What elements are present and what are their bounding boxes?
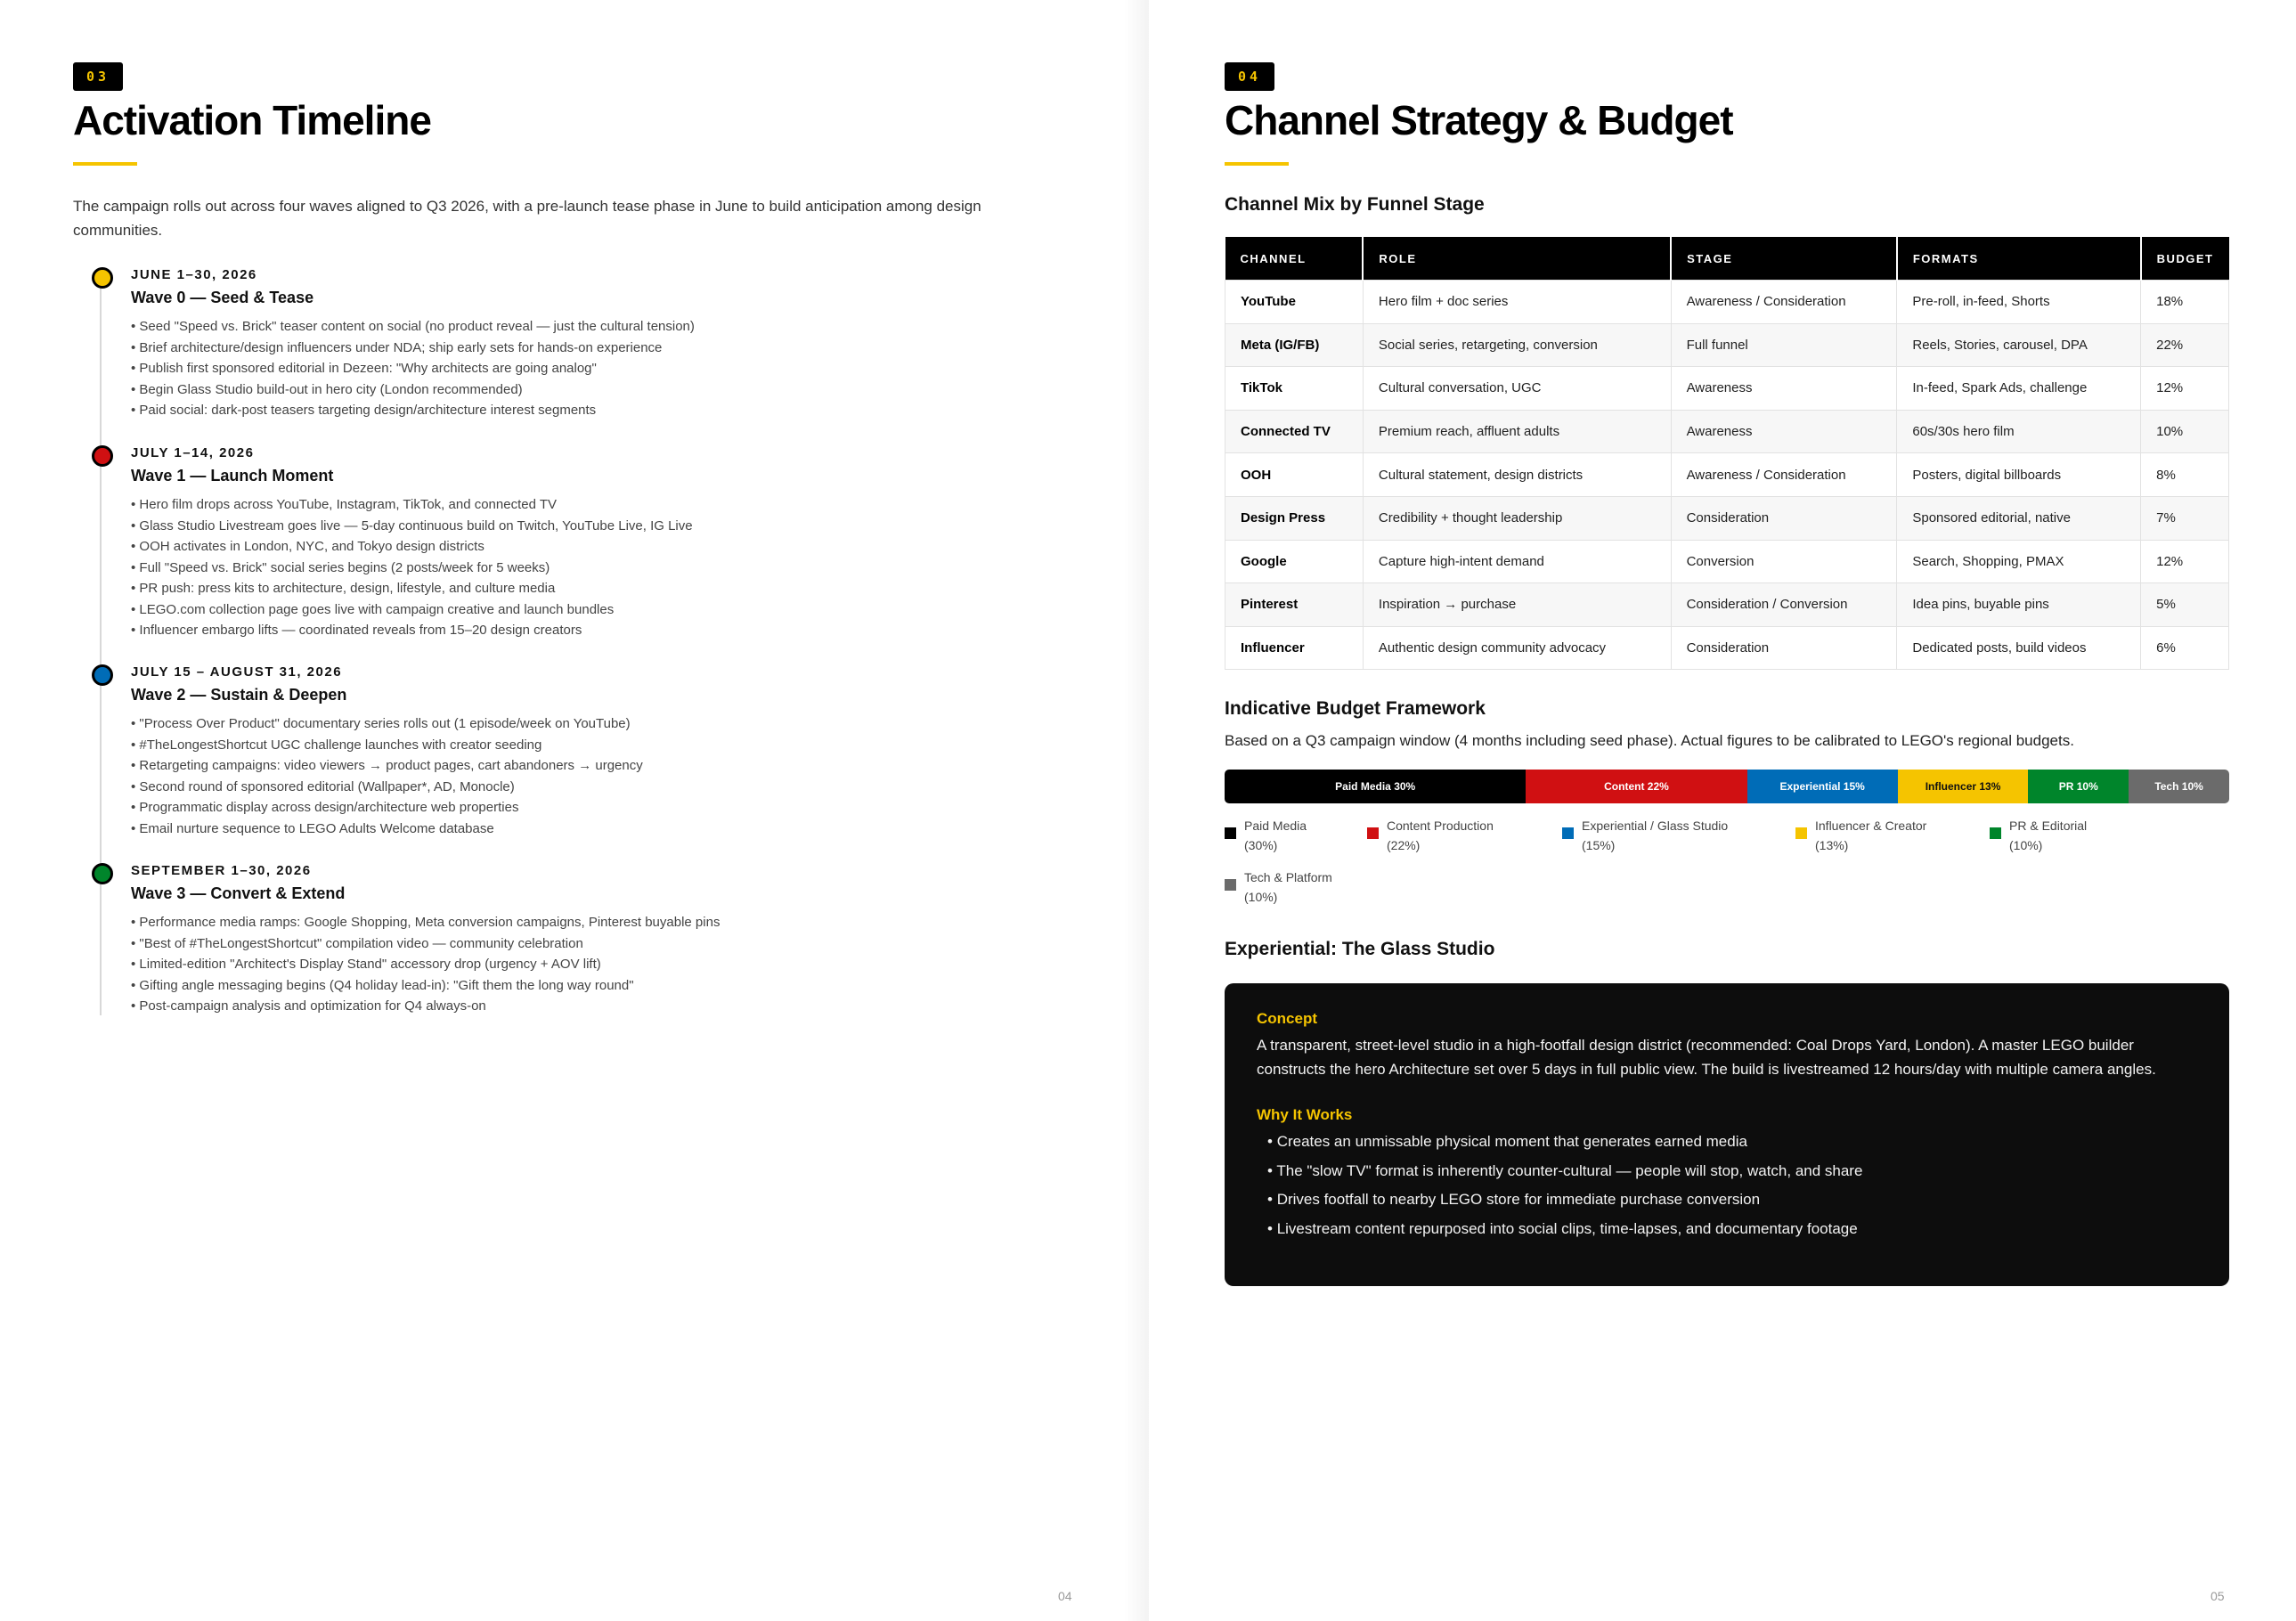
budget-segment-paid-media: Paid Media 30%: [1225, 770, 1526, 803]
table-row: [1225, 281, 2229, 324]
activity-item: • Post-campaign analysis and optimization for Q4 always-on: [131, 996, 720, 1017]
intro-paragraph: The campaign rolls out across four waves aligned to Q3 2026, with a pre-launch tease phase in June to build anticipation among design communities.: [73, 198, 981, 239]
activity-item: • Second round of sponsored editorial (Wallpaper*, AD, Monocle): [131, 777, 643, 798]
wave-date: JULY 1–14, 2026: [131, 445, 255, 460]
budget-segment-influencer: Influencer 13%: [1898, 770, 2029, 803]
formats-cell: Posters, digital billboards: [1897, 453, 2141, 497]
legend-item: [1225, 816, 1367, 855]
channel-cell: Connected TV: [1225, 410, 1364, 453]
legend-label: Experiential / Glass Studio: [1582, 819, 1729, 833]
activity-item: • PR push: press kits to architecture, design, lifestyle, and culture media: [131, 578, 693, 599]
activity-item: • Paid social: dark-post teasers targeting design/architecture interest segments: [131, 400, 695, 421]
legend-label: Content Production: [1387, 819, 1494, 833]
stage-cell: Conversion: [1671, 540, 1897, 583]
role-cell: Authentic design community advocacy: [1363, 626, 1671, 670]
budget-segment-experiential: Experiential 15%: [1747, 770, 1898, 803]
wave-date: SEPTEMBER 1–30, 2026: [131, 863, 312, 878]
wave-activities: [131, 912, 720, 1017]
page-number: 05: [2211, 1589, 2225, 1603]
reason-item: • The "slow TV" format is inherently counter-cultural — people will stop, watch, and share: [1267, 1157, 1862, 1186]
wave-activities: [131, 713, 643, 839]
glass-studio-heading: Experiential: The Glass Studio: [1225, 939, 1495, 959]
title-underline: [73, 162, 137, 166]
why-label: Why It Works: [1257, 1106, 1353, 1123]
activity-item: • Gifting angle messaging begins (Q4 holiday lead-in): "Gift them the long way round": [131, 975, 720, 997]
concept-text: A transparent, street-level studio in a high-footfall design district (recommended: Coal Drops Yard, London). A master LEGO builder constructs the hero Architecture set over 5 days in full public view. The build is livestreamed 12 hours/day with multiple camera angles.: [1257, 1037, 2156, 1078]
page-gutter: [1124, 0, 1149, 1621]
formats-cell: Search, Shopping, PMAX: [1897, 540, 2141, 583]
column-header: CHANNEL: [1225, 237, 1364, 281]
formats-cell: Idea pins, buyable pins: [1897, 583, 2141, 627]
formats-cell: Sponsored editorial, native: [1897, 496, 2141, 540]
reason-item: • Creates an unmissable physical moment that generates earned media: [1267, 1128, 1862, 1157]
legend-percent: (30%): [1244, 838, 1278, 852]
channel-cell: Design Press: [1225, 496, 1364, 540]
wave-title: Wave 2 — Sustain & Deepen: [131, 686, 347, 704]
legend-swatch: [1225, 879, 1236, 891]
table-row: [1225, 453, 2229, 497]
legend-item: [1225, 868, 1403, 907]
activity-item: • Begin Glass Studio build-out in hero city (London recommended): [131, 379, 695, 401]
activity-item: • Hero film drops across YouTube, Instagram, TikTok, and connected TV: [131, 494, 693, 516]
section-tag: 03: [73, 62, 123, 91]
legend-percent: (13%): [1815, 838, 1849, 852]
table-row: [1225, 583, 2229, 627]
budget-segment-tech: Tech 10%: [2129, 770, 2229, 803]
timeline-dot: [92, 863, 113, 884]
role-cell: Capture high-intent demand: [1363, 540, 1671, 583]
budget-cell: 22%: [2141, 323, 2229, 367]
reason-item: • Drives footfall to nearby LEGO store for immediate purchase conversion: [1267, 1185, 1862, 1215]
budget-segment-pr: PR 10%: [2028, 770, 2129, 803]
table-row: [1225, 626, 2229, 670]
stage-cell: Full funnel: [1671, 323, 1897, 367]
timeline-line: [100, 276, 102, 1015]
timeline-dot: [92, 664, 113, 686]
legend-swatch: [1795, 827, 1807, 839]
budget-cell: 12%: [2141, 367, 2229, 411]
legend-swatch: [1990, 827, 2001, 839]
column-header: BUDGET: [2141, 237, 2229, 281]
activity-item: • #TheLongestShortcut UGC challenge launches with creator seeding: [131, 735, 643, 756]
activity-item: • LEGO.com collection page goes live with campaign creative and launch bundles: [131, 599, 693, 621]
channel-cell: Meta (IG/FB): [1225, 323, 1364, 367]
stage-cell: Awareness: [1671, 410, 1897, 453]
wave-date: JULY 15 – AUGUST 31, 2026: [131, 664, 343, 680]
activity-item: • Programmatic display across design/architecture web properties: [131, 797, 643, 819]
wave-activities: [131, 316, 695, 421]
wave-activities: [131, 494, 693, 641]
budget-segment-content: Content 22%: [1526, 770, 1746, 803]
page-title: Channel Strategy & Budget: [1225, 97, 1733, 143]
page-number: 04: [1058, 1589, 1072, 1603]
channel-cell: Google: [1225, 540, 1364, 583]
legend-swatch: [1562, 827, 1574, 839]
timeline-dot: [92, 445, 113, 467]
column-header: STAGE: [1671, 237, 1897, 281]
column-header: ROLE: [1363, 237, 1671, 281]
role-cell: Premium reach, affluent adults: [1363, 410, 1671, 453]
role-cell: Credibility + thought leadership: [1363, 496, 1671, 540]
legend-swatch: [1225, 827, 1236, 839]
budget-cell: 12%: [2141, 540, 2229, 583]
channel-cell: YouTube: [1225, 281, 1364, 324]
activity-item: • Glass Studio Livestream goes live — 5-day continuous build on Twitch, YouTube Live, IG Live: [131, 516, 693, 537]
budget-cell: 18%: [2141, 281, 2229, 324]
budget-cell: 10%: [2141, 410, 2229, 453]
budget-note: Based on a Q3 campaign window (4 months including seed phase). Actual figures to be calibrated to LEGO's regional budgets.: [1225, 732, 2074, 749]
role-cell: Social series, retargeting, conversion: [1363, 323, 1671, 367]
title-underline: [1225, 162, 1289, 166]
activity-item: • Limited-edition "Architect's Display Stand" accessory drop (urgency + AOV lift): [131, 954, 720, 975]
table-row: [1225, 540, 2229, 583]
legend-percent: (22%): [1387, 838, 1421, 852]
budget-cell: 7%: [2141, 496, 2229, 540]
column-header: FORMATS: [1897, 237, 2141, 281]
legend-item: [1990, 816, 2168, 855]
legend-label: Tech & Platform: [1244, 870, 1332, 884]
channel-mix-table: [1225, 237, 2229, 670]
legend-percent: (15%): [1582, 838, 1616, 852]
legend-item: [1367, 816, 1562, 855]
legend-percent: (10%): [2009, 838, 2043, 852]
role-cell: Inspiration → purchase: [1363, 583, 1671, 627]
budget-cell: 8%: [2141, 453, 2229, 497]
legend-label: Paid Media: [1244, 819, 1307, 833]
role-cell: Cultural conversation, UGC: [1363, 367, 1671, 411]
stage-cell: Consideration / Conversion: [1671, 583, 1897, 627]
page-title: Activation Timeline: [73, 97, 431, 143]
activity-item: • OOH activates in London, NYC, and Tokyo design districts: [131, 536, 693, 558]
stage-cell: Consideration: [1671, 626, 1897, 670]
channel-cell: TikTok: [1225, 367, 1364, 411]
formats-cell: 60s/30s hero film: [1897, 410, 2141, 453]
stage-cell: Consideration: [1671, 496, 1897, 540]
activity-item: • Publish first sponsored editorial in Dezeen: "Why architects are going analog": [131, 358, 695, 379]
concept-label: Concept: [1257, 1010, 1317, 1027]
glass-studio-card: [1225, 983, 2229, 1286]
channel-cell: Influencer: [1225, 626, 1364, 670]
budget-stacked-bar: [1225, 770, 2229, 803]
budget-legend: [1225, 816, 2240, 919]
table-row: [1225, 323, 2229, 367]
formats-cell: Pre-roll, in-feed, Shorts: [1897, 281, 2141, 324]
activity-item: • Influencer embargo lifts — coordinated reveals from 15–20 design creators: [131, 620, 693, 641]
channel-cell: OOH: [1225, 453, 1364, 497]
stage-cell: Awareness: [1671, 367, 1897, 411]
legend-swatch: [1367, 827, 1379, 839]
right-page: [1149, 0, 2296, 1621]
legend-item: [1795, 816, 1990, 855]
channel-cell: Pinterest: [1225, 583, 1364, 627]
section-tag: 04: [1225, 62, 1274, 91]
activity-item: • "Best of #TheLongestShortcut" compilation video — community celebration: [131, 933, 720, 955]
activity-item: • Retargeting campaigns: video viewers → product pages, cart abandoners → urgency: [131, 755, 643, 777]
budget-cell: 5%: [2141, 583, 2229, 627]
budget-heading: Indicative Budget Framework: [1225, 698, 1486, 719]
wave-title: Wave 1 — Launch Moment: [131, 467, 334, 485]
legend-percent: (10%): [1244, 890, 1278, 904]
activity-item: • Full "Speed vs. Brick" social series begins (2 posts/week for 5 weeks): [131, 558, 693, 579]
activity-item: • Email nurture sequence to LEGO Adults Welcome database: [131, 819, 643, 840]
formats-cell: In-feed, Spark Ads, challenge: [1897, 367, 2141, 411]
channel-mix-heading: Channel Mix by Funnel Stage: [1225, 194, 1485, 215]
budget-cell: 6%: [2141, 626, 2229, 670]
wave-date: JUNE 1–30, 2026: [131, 267, 257, 282]
reasons-list: [1267, 1128, 1862, 1243]
formats-cell: Dedicated posts, build videos: [1897, 626, 2141, 670]
timeline-dot: [92, 267, 113, 289]
reason-item: • Livestream content repurposed into social clips, time-lapses, and documentary footage: [1267, 1215, 1862, 1244]
legend-label: Influencer & Creator: [1815, 819, 1927, 833]
legend-label: PR & Editorial: [2009, 819, 2088, 833]
activity-item: • Brief architecture/design influencers under NDA; ship early sets for hands-on experience: [131, 338, 695, 359]
activity-item: • Seed "Speed vs. Brick" teaser content on social (no product reveal — just the cultural tension): [131, 316, 695, 338]
role-cell: Cultural statement, design districts: [1363, 453, 1671, 497]
table-header-row: [1225, 237, 2229, 281]
stage-cell: Awareness / Consideration: [1671, 453, 1897, 497]
table-row: [1225, 367, 2229, 411]
role-cell: Hero film + doc series: [1363, 281, 1671, 324]
table-row: [1225, 410, 2229, 453]
stage-cell: Awareness / Consideration: [1671, 281, 1897, 324]
legend-item: [1562, 816, 1795, 855]
activity-item: • "Process Over Product" documentary series rolls out (1 episode/week on YouTube): [131, 713, 643, 735]
formats-cell: Reels, Stories, carousel, DPA: [1897, 323, 2141, 367]
wave-title: Wave 0 — Seed & Tease: [131, 289, 314, 306]
wave-title: Wave 3 — Convert & Extend: [131, 884, 346, 902]
table-row: [1225, 496, 2229, 540]
activity-item: • Performance media ramps: Google Shopping, Meta conversion campaigns, Pinterest buyable pins: [131, 912, 720, 933]
